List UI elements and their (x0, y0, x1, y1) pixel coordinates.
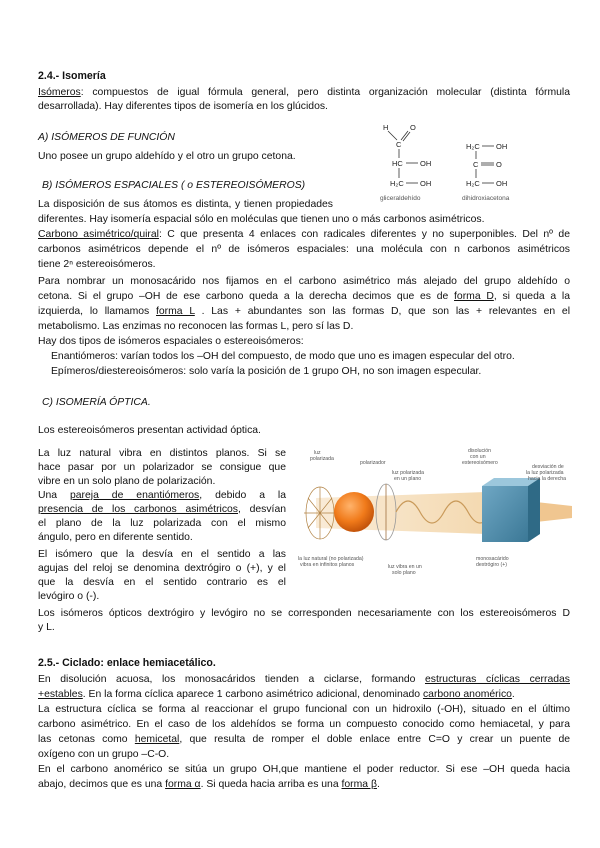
ciclado-p2-line2: carbono asimétrico. En el caso de los aldehídos se forma un compuesto conocido como hemiacetal, y para (38, 719, 570, 730)
enantiomeros-text: Enantiómeros: varían todos los –OH del compuesto, de modo que uno es imagen especular del otro. (51, 351, 515, 362)
polarized-light-figure (296, 442, 572, 600)
ciclado-p1-line2: +estables. En la forma cíclica aparece 1 carbono asimétrico adicional, denominado carbono anomérico. (38, 689, 515, 700)
optica-line11: levógiro o (-). (38, 591, 100, 602)
section-title-isomeria: 2.4.- Isomería (38, 70, 106, 82)
optica-line13: y L. (38, 622, 55, 633)
nomenclatura-line2: cetona. Si el grupo –OH de ese carbono queda a la derecha decimos que es de forma D, si queda a la (38, 291, 570, 302)
gliceraldehido-caption: gliceraldehído (380, 195, 421, 202)
b-text-line2: diferentes. Hay isomería espacial sólo en moléculas que tienen uno o más carbonos asimétricos. (38, 214, 485, 225)
ciclado-p2-line1: La estructura cíclica se forma al reaccionar el grupo funcional con un hidroxilo (-OH), situado en el último (38, 704, 570, 715)
optica-line1: La luz natural vibra en distintos planos. Si se (38, 448, 286, 459)
estructuras-ciclicas-term: estructuras cíclicas cerradas (424, 674, 570, 685)
gliceraldehido-h-label: H (383, 123, 389, 132)
nomenclatura-line1: Para nombrar un monosacárido nos fijamos en el carbono asimétrico más alejado del grupo aldehído o (38, 276, 570, 287)
forma-l-term: forma L (156, 306, 195, 317)
hemicetal-term: hemicetal (134, 734, 180, 745)
subsection-c-title: C) ISOMERÍA ÓPTICA. (42, 397, 151, 408)
optica-line10: que la desvía en el sentido contrario es el (38, 577, 286, 588)
carbono-anomerico-term: carbono anomérico (422, 689, 512, 700)
carbonos-asimetricos-term: presencia de los carbonos asimétricos (38, 504, 239, 515)
isomeros-definition-line2: desarrollada). Hay diferentes tipos de isomería en los glúcidos. (38, 101, 328, 112)
label-desviacion: desviación de la luz polarizada hacia la derecha (526, 464, 567, 482)
ciclado-p2-line4: oxígeno con un grupo –C-O. (38, 749, 170, 760)
pareja-enantiomeros-term: pareja de enantiómeros (70, 490, 200, 501)
optica-line9: agujas del reloj se denomina dextrógiro o (+), y el (38, 563, 286, 574)
ciclado-p1-line1: En disolución acuosa, los monosacáridos tienden a ciclarse, formando estructuras cíclicas cerradas (38, 674, 570, 685)
estables-term: +estables (38, 689, 83, 700)
polarizer-sphere (334, 492, 374, 532)
label-plano: luz polarizada en un plano (392, 470, 425, 482)
optica-line3: vibre en un solo plano de polarización. (38, 476, 216, 487)
optica-line6: el plano de la luz polarizada con el mismo (38, 518, 286, 529)
actividad-optica-text: Los estereoisómeros presentan actividad óptica. (38, 425, 261, 436)
gliceraldehido-h2c-label: H₂C (390, 179, 404, 188)
gliceraldehido-o-label: O (410, 123, 416, 132)
nomenclatura-line3: izquierda, lo llamamos forma L . Las + abundantes son las formas D, que son las + relevantes en el (38, 306, 571, 317)
optica-line12: Los isómeros ópticos dextrógiro y levógiro no se corresponden necesariamente con los estereoisómeros D (38, 608, 570, 619)
carbono-asimetrico-term: Carbono asimétrico/quiral (38, 229, 159, 240)
section-title-ciclado: 2.5.- Ciclado: enlace hemiacetálico. (38, 657, 216, 669)
label-dextrogiro: monosacárido dextrógiro (+) (476, 556, 509, 568)
label-luz-polarizada: luz polarizada (310, 450, 334, 462)
dihidroxiacetona-h2c2-label: H₂C (466, 179, 480, 188)
optica-line4: Una pareja de enantiómeros, debido a la (38, 490, 286, 501)
dihidroxiacetona-oh2-label: OH (496, 179, 508, 188)
forma-beta-term: forma β (341, 779, 377, 790)
ciclado-p3-line2: abajo, decimos que es una forma α. Si queda hacia arriba es una forma β. (38, 779, 380, 790)
gliceraldehido-oh-label: OH (420, 159, 432, 168)
natural-light-rays (304, 487, 336, 539)
gliceraldehido-oh2-label: OH (420, 179, 432, 188)
ciclado-p3-line1: En el carbono anomérico se sitúa un grupo OH,que mantiene el poder reductor. Si ese –OH queda hacia (38, 764, 570, 775)
isomeros-definition: Isómeros: compuestos de igual fórmula general, pero distinta organización molecular (distinta fórmula (38, 87, 570, 98)
dihidroxiacetona-o-label: O (496, 160, 502, 169)
ciclado-p2-line3: las cetonas como hemicetal, que resulta de romper el doble enlace entre C=O y crear un puente de (38, 734, 571, 745)
forma-alfa-term: forma α (165, 779, 201, 790)
optica-line2: hace pasar por un polarizador se consigue que (38, 462, 286, 473)
tipos-estereoisomeros: Hay dos tipos de isómeros espaciales o estereoisómeros: (38, 336, 304, 347)
solution-cube (482, 478, 540, 542)
subsection-a-text: Uno posee un grupo aldehído y el otro un grupo cetona. (38, 151, 296, 162)
carbono-asimetrico-line1: Carbono asimétrico/quiral: C que presenta 4 enlaces con radicales diferentes y no superponibles. Del nº de (38, 229, 570, 240)
carbono-asimetrico-line3: tiene 2ⁿ estereoisómeros. (38, 259, 156, 270)
carbono-asimetrico-line2: carbonos asimétricos depende el nº de isómeros espaciales: una molécula con n carbonos asimétricos (38, 244, 570, 255)
gliceraldehido-c-label: C (396, 140, 402, 149)
dihidroxiacetona-structure (462, 142, 510, 202)
dihidroxiacetona-h2c-label: H₂C (466, 142, 480, 151)
isomeros-term: Isómeros (38, 87, 81, 98)
subsection-a-title: A) ISÓMEROS DE FUNCIÓN (38, 132, 175, 143)
deflected-beam (536, 502, 572, 522)
dihidroxiacetona-caption: dihidroxiacetona (462, 195, 510, 202)
forma-d-term: forma D (454, 291, 494, 302)
dihidroxiacetona-oh-label: OH (496, 142, 508, 151)
nomenclatura-line4: metabolismo. Las enzimas no reconocen las formas L, pero sí las D. (38, 321, 354, 332)
label-luz-natural: la luz natural (no polarizada) vibra en infinitos planos (298, 556, 364, 568)
epimeros-text: Epímeros/diestereoisómeros: solo varía la posición de 1 grupo OH, no son imagen especular. (51, 366, 482, 377)
label-polarizador: polarizador (360, 460, 386, 466)
label-luz-vibra: luz vibra en un solo plano (388, 564, 422, 576)
optica-line5: presencia de los carbonos asimétricos, desvían (38, 504, 287, 515)
dihidroxiacetona-c-label: C (473, 160, 479, 169)
label-disolucion: disolución con un estereoisómero (462, 448, 498, 466)
gliceraldehido-hc-label: HC (392, 159, 403, 168)
subsection-b-title: B) ISÓMEROS ESPACIALES ( o ESTEREOISÓMEROS) (42, 180, 306, 191)
b-text-line1: La disposición de sus átomos es distinta, y tienen propiedades (38, 199, 333, 210)
isomer-molecules-figure (370, 120, 550, 202)
optica-line7: ángulo, pero en diferente sentido. (38, 532, 193, 543)
gliceraldehido-structure (380, 123, 431, 202)
optica-line8: El isómero que la desvía en el sentido a las (38, 549, 286, 560)
